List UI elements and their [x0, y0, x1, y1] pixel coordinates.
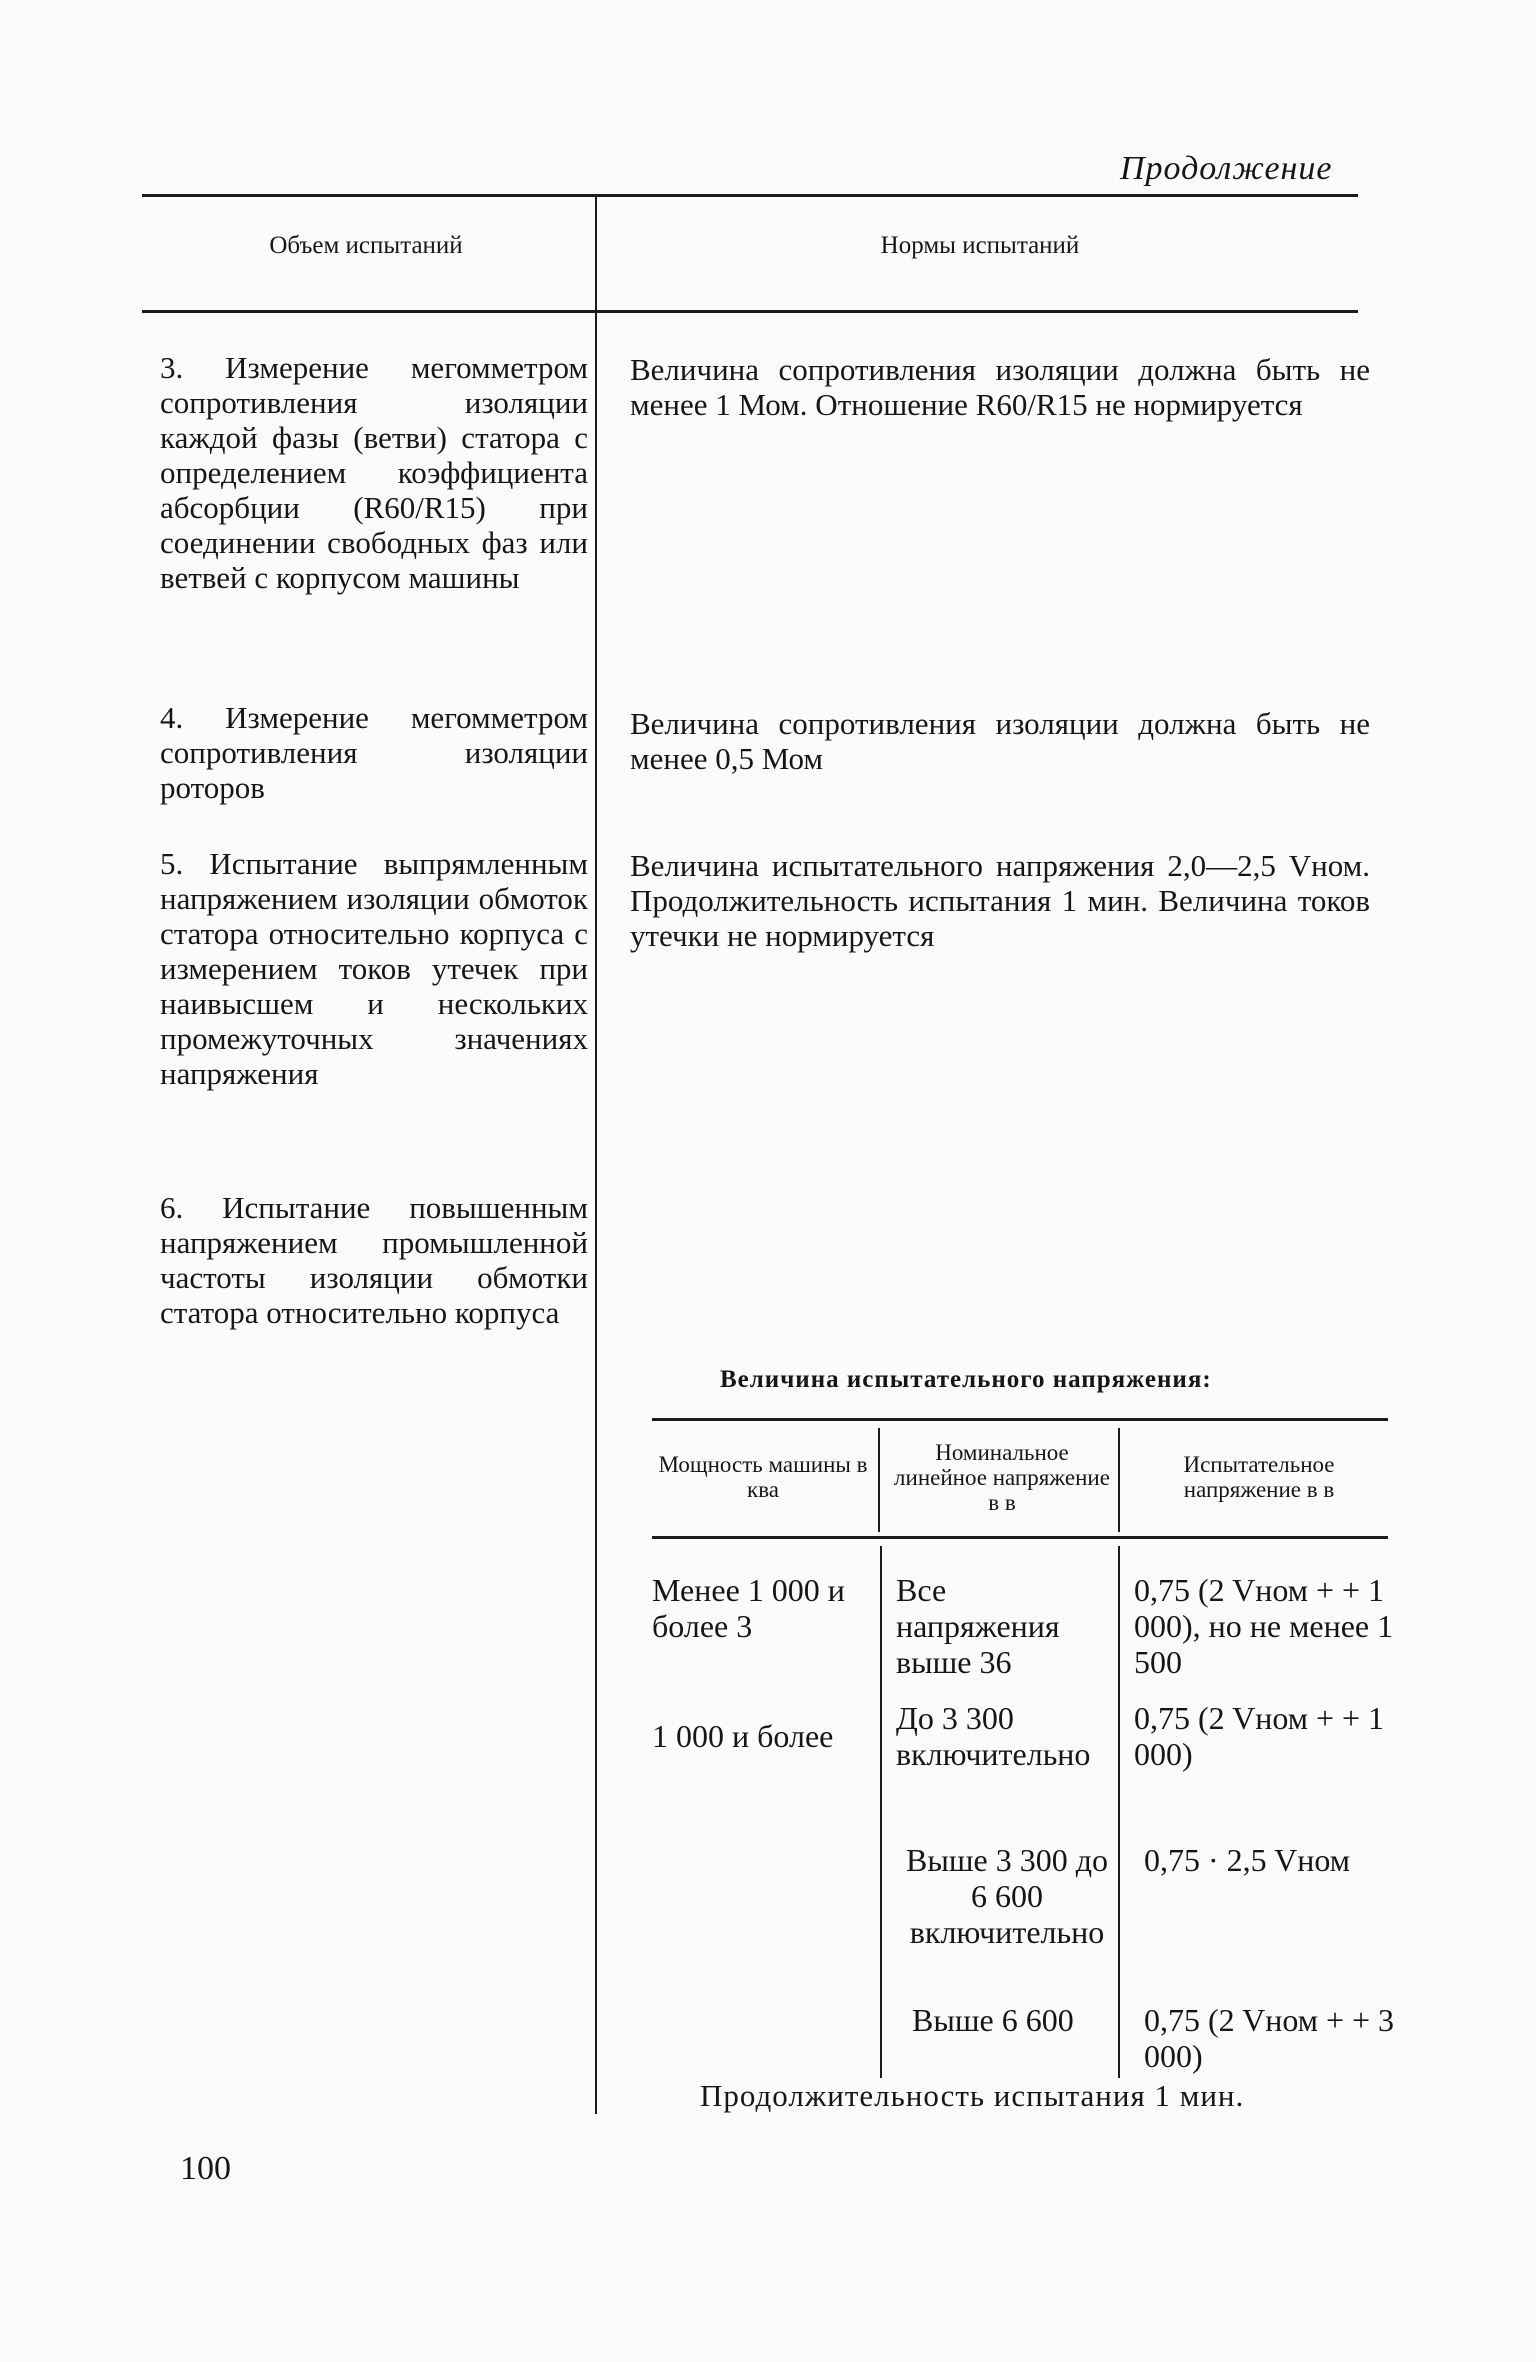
subtable-cell-test-1: 0,75 (2 Vном + + 1 000), но не менее 1 500: [1134, 1572, 1394, 1680]
subtable-header-test: Испытательное напряжение в в: [1183, 1452, 1335, 1502]
subtable-header-power: Мощность машины в ква: [658, 1452, 868, 1502]
subtable-header-divider-2: [1118, 1428, 1120, 1532]
subtable-cell-power-1: Менее 1 000 и более 3: [652, 1572, 845, 1644]
subtable-body-divider-2: [1118, 1546, 1120, 2078]
item-6-text: 6. Испытание повышенным напряжением промышленной частоты изоляции обмотки статора относительно корпуса: [160, 1190, 588, 1330]
subtable-cell-test-3: 0,75 · 2,5 Vном: [1144, 1842, 1350, 1878]
header-bottom-rule: [142, 310, 1358, 313]
test-duration-note: Продолжительность испытания 1 мин.: [700, 2078, 1245, 2113]
norm-4-text: Величина сопротивления изоляции должна быть не менее 0,5 Мом: [630, 706, 1370, 776]
column-header-scope: Объем испытаний: [269, 232, 463, 259]
continuation-label: Продолжение: [1120, 150, 1333, 187]
column-divider: [595, 196, 597, 2114]
subtable-cell-nominal-1: Все напряжения выше 36: [896, 1572, 1060, 1680]
subtable-cell-nominal-3: Выше 3 300 до 6 600 включительно: [906, 1842, 1108, 1950]
subtable-cell-power-2: 1 000 и более: [652, 1718, 834, 1754]
subtable-body-divider-1: [880, 1546, 882, 2078]
subtable-cell-nominal-4: Выше 6 600: [912, 2002, 1074, 2038]
item-4-text: 4. Измерение мегомметром сопротивления изоляции роторов: [160, 700, 588, 805]
item-5-text: 5. Испытание выпрямленным напряжением изоляции обмоток статора относительно корпуса с измерением токов утечек при наивысшем и нескольких промежуточных значениях напряжения: [160, 846, 588, 1091]
subtable-cell-test-4: 0,75 (2 Vном + + 3 000): [1144, 2002, 1395, 2074]
norm-3-text: Величина сопротивления изоляции должна быть не менее 1 Мом. Отношение R60/R15 не нормируется: [630, 352, 1370, 422]
subtable-header-bottom-rule: [652, 1536, 1388, 1539]
subtable-header-nominal: Номинальное линейное напряжение в в: [894, 1440, 1110, 1515]
column-header-norms: Нормы испытаний: [880, 232, 1080, 259]
page-number: 100: [180, 2150, 231, 2187]
subtable-header-divider-1: [878, 1428, 880, 1532]
norm-5-text: Величина испытательного напряжения 2,0—2,5 Vном. Продолжительность испытания 1 мин. Величина токов утечки не нормируется: [630, 848, 1370, 953]
item-3-text: 3. Измерение мегомметром сопротивления изоляции каждой фазы (ветви) статора с определением коэффициента абсорбции (R60/R15) при соединении свободных фаз или ветвей с корпусом машины: [160, 350, 588, 595]
subtable-cell-test-2: 0,75 (2 Vном + + 1 000): [1134, 1700, 1385, 1772]
subtable-cell-nominal-2: До 3 300 включительно: [896, 1700, 1091, 1772]
top-rule: [142, 194, 1358, 197]
subtable-top-rule: [652, 1418, 1388, 1421]
voltage-table-title: Величина испытательного напряжения:: [720, 1366, 1212, 1393]
